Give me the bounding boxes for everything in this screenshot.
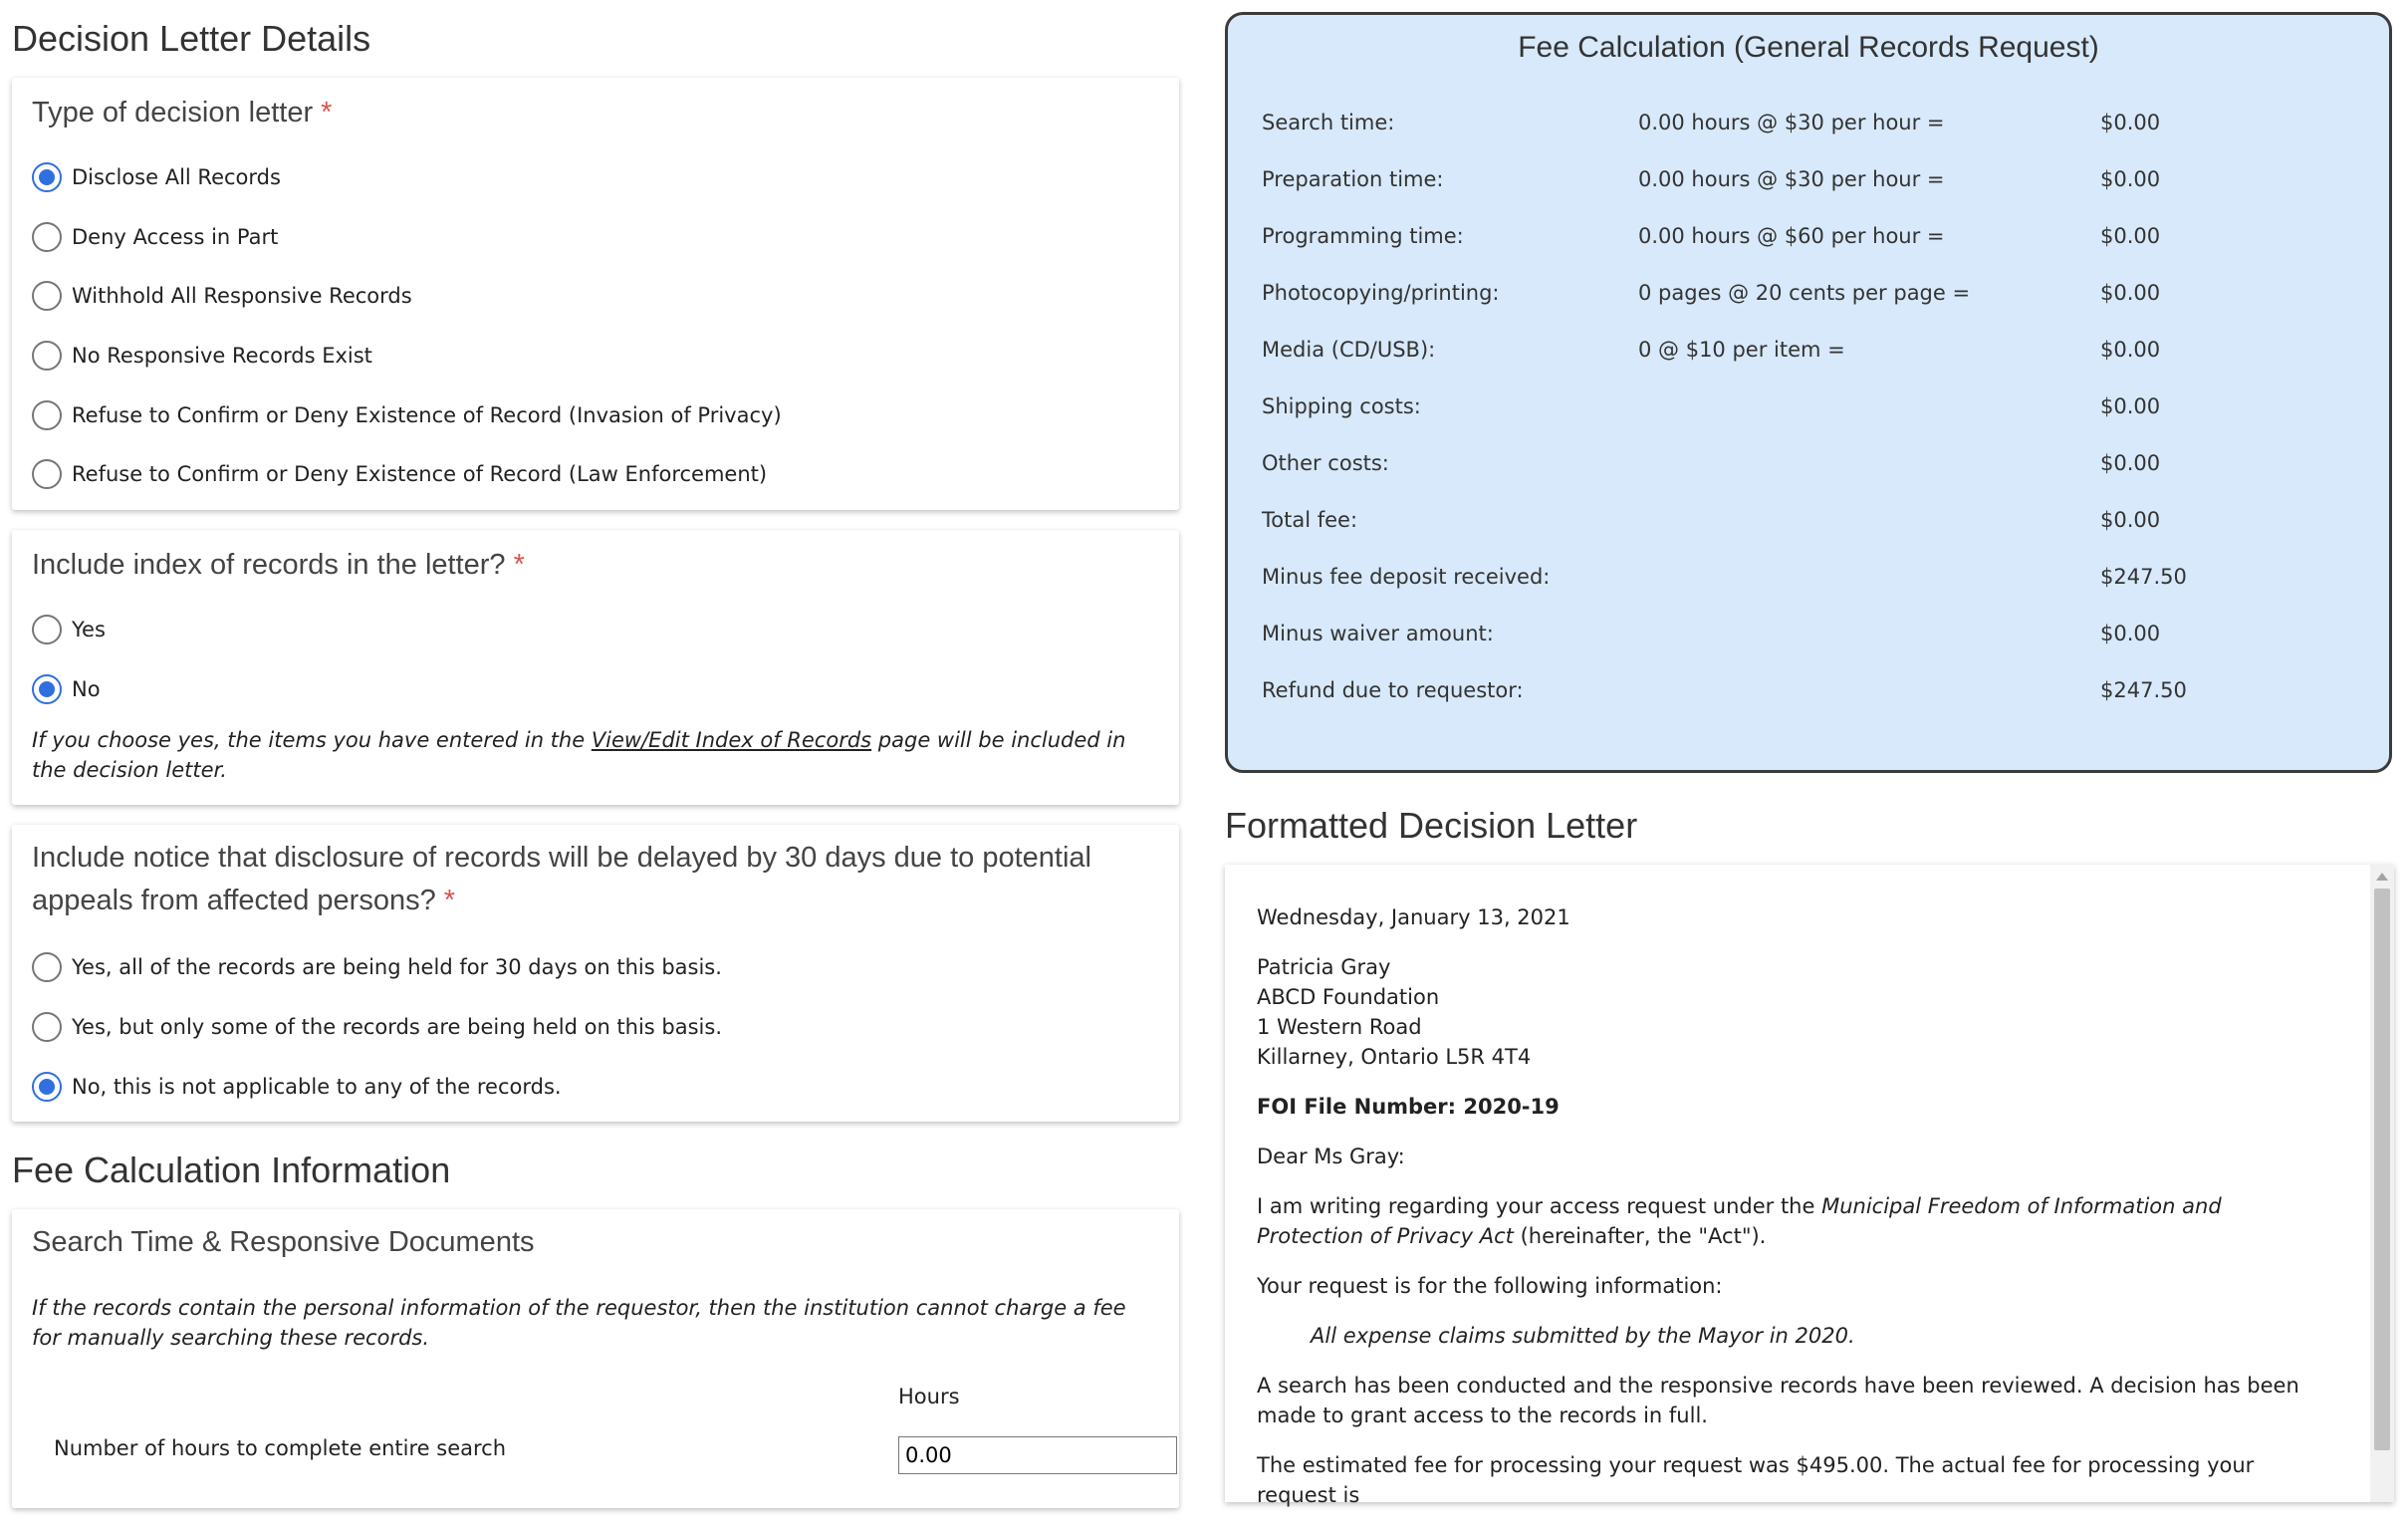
view-edit-index-link[interactable]: View/Edit Index of Records [591,728,872,752]
letter-section-title: Formatted Decision Letter [1225,805,1638,846]
scroll-up-arrow-icon[interactable] [2376,873,2388,881]
decision-type-option[interactable] [32,398,782,432]
index-card [12,530,1179,805]
decision-type-question: Type of decision letter * [32,97,333,128]
address-line: ABCD Foundation [1257,985,1440,1009]
required-mark: * [443,885,456,916]
index-note: If you choose yes, the items you have entered in the View/Edit Index of Records page will be included in the decision letter. [32,728,1126,782]
decision-type-option-label: Refuse to Confirm or Deny Existence of Record (Law Enforcement) [72,462,768,486]
delay-notice-option-label: Yes, but only some of the records are being held on this basis. [72,1015,723,1039]
fee-row-label: Preparation time: [1262,167,1444,191]
address-line: Patricia Gray [1257,955,1391,979]
decision-type-option-label: No Responsive Records Exist [72,344,372,368]
radio-unchecked-icon[interactable] [32,459,62,489]
decision-type-option-label: Refuse to Confirm or Deny Existence of Record (Invasion of Privacy) [72,403,782,427]
fee-row [1262,394,2357,424]
fee-row-label: Minus fee deposit received: [1262,565,1551,589]
required-mark: * [321,97,333,128]
fee-row [1262,622,2357,651]
search-hours-label: Number of hours to complete entire search [54,1436,507,1460]
decision-type-card [12,78,1179,510]
fee-row-label: Minus waiver amount: [1262,622,1494,645]
fee-row-label: Shipping costs: [1262,394,1421,418]
delay-notice-option[interactable] [32,1010,722,1044]
fee-row-amount: $0.00 [2100,224,2161,248]
include-index-option-label: Yes [72,618,106,641]
fee-row-amount: $0.00 [2100,338,2161,362]
radio-checked-icon[interactable] [32,674,62,704]
fee-row-label: Other costs: [1262,451,1389,475]
decision-type-option[interactable] [32,160,281,194]
fee-row-label: Programming time: [1262,224,1464,248]
fee-row [1262,167,2357,197]
letter-paragraph-1: I am writing regarding your access request under the Municipal Freedom of Information and Protection of Privacy Act (hereinafter, the "Act"). [1257,1194,2222,1248]
radio-unchecked-icon[interactable] [32,281,62,311]
letter-paragraph-3: A search has been conducted and the responsive records have been reviewed. A decision has been made to grant access to the records in full. [1257,1374,2299,1427]
fee-row-detail: 0.00 hours @ $30 per hour = [1638,167,1945,191]
fee-row-amount: $0.00 [2100,451,2161,475]
fee-row-label: Photocopying/printing: [1262,281,1500,305]
radio-unchecked-icon[interactable] [32,1012,62,1042]
fee-row-amount: $0.00 [2100,167,2161,191]
decision-type-option[interactable] [32,339,372,373]
search-time-title: Search Time & Responsive Documents [32,1226,535,1258]
decision-type-option-label: Withhold All Responsive Records [72,284,412,308]
include-index-option[interactable] [32,613,106,646]
include-index-option-label: No [72,677,101,701]
delay-notice-option[interactable] [32,950,722,984]
fee-row-amount: $247.50 [2100,678,2187,702]
fee-row [1262,338,2357,368]
decision-type-option[interactable] [32,457,767,491]
delay-card [12,825,1179,1122]
letter-paragraph-2: Your request is for the following information: [1257,1274,1723,1298]
letter-request-text: All expense claims submitted by the Mayor in 2020. [1311,1324,1855,1348]
letter-scrollbar[interactable] [2370,865,2394,1502]
fee-row-label: Media (CD/USB): [1262,338,1436,362]
fee-row-amount: $0.00 [2100,281,2161,305]
fee-row-label: Search time: [1262,111,1395,134]
delay-notice-option[interactable] [32,1070,562,1104]
letter-date: Wednesday, January 13, 2021 [1257,905,1570,929]
delay-notice-option-label: No, this is not applicable to any of the records. [72,1075,562,1099]
letter-address [1257,952,2322,1072]
letter-paragraph-4: The estimated fee for processing your request was $495.00. The actual fee for processing your request is [1257,1453,2255,1507]
radio-unchecked-icon[interactable] [32,222,62,252]
search-time-note: If the records contain the personal information of the requestor, then the institution cannot charge a fee for manually searching these records. [32,1296,1126,1350]
fee-info-section-title: Fee Calculation Information [12,1149,451,1190]
fee-row-detail: 0 pages @ 20 cents per page = [1638,281,1971,305]
fee-row-amount: $247.50 [2100,565,2187,589]
radio-unchecked-icon[interactable] [32,952,62,982]
formatted-letter-panel[interactable] [1225,865,2394,1507]
fee-row [1262,565,2357,595]
fee-row-amount: $0.00 [2100,394,2161,418]
fee-row [1262,451,2357,481]
radio-unchecked-icon[interactable] [32,400,62,430]
fee-row [1262,224,2357,254]
radio-checked-icon[interactable] [32,1072,62,1102]
fee-row-label: Total fee: [1262,508,1358,532]
address-line: Killarney, Ontario L5R 4T4 [1257,1045,1532,1069]
include-index-option[interactable] [32,672,101,706]
fee-row-amount: $0.00 [2100,622,2161,645]
required-mark: * [513,549,525,581]
radio-unchecked-icon[interactable] [32,341,62,371]
radio-unchecked-icon[interactable] [32,615,62,644]
decision-type-option-label: Disclose All Records [72,165,281,189]
decision-section-title: Decision Letter Details [12,18,371,59]
fee-row-label: Refund due to requestor: [1262,678,1524,702]
decision-type-option-label: Deny Access in Part [72,225,279,249]
fee-row [1262,111,2357,140]
fee-row [1262,281,2357,311]
delay-question: Include notice that disclosure of records will be delayed by 30 days due to potential appeals from affected persons? * [32,842,1091,916]
scroll-thumb[interactable] [2374,889,2390,1450]
fee-row [1262,508,2357,538]
radio-checked-icon[interactable] [32,162,62,192]
fee-row-detail: 0.00 hours @ $60 per hour = [1638,224,1945,248]
fee-row-amount: $0.00 [2100,111,2161,134]
fee-calculation-title: Fee Calculation (General Records Request) [1518,31,2099,64]
fee-row-amount: $0.00 [2100,508,2161,532]
decision-type-option[interactable] [32,220,278,254]
letter-salutation: Dear Ms Gray: [1257,1145,1405,1168]
letter-file-number: FOI File Number: 2020-19 [1257,1095,1560,1119]
delay-notice-option-label: Yes, all of the records are being held for 30 days on this basis. [72,955,722,979]
index-question: Include index of records in the letter? * [32,549,525,581]
fee-row-detail: 0 @ $10 per item = [1638,338,1845,362]
hours-column-header: Hours [898,1385,960,1408]
search-hours-input[interactable] [898,1436,1177,1474]
address-line: 1 Western Road [1257,1015,1422,1039]
fee-calculation-panel [1225,12,2392,773]
fee-row-detail: 0.00 hours @ $30 per hour = [1638,111,1945,134]
letter-content [1257,902,2322,1530]
fee-row [1262,678,2357,708]
decision-type-option[interactable] [32,279,412,313]
